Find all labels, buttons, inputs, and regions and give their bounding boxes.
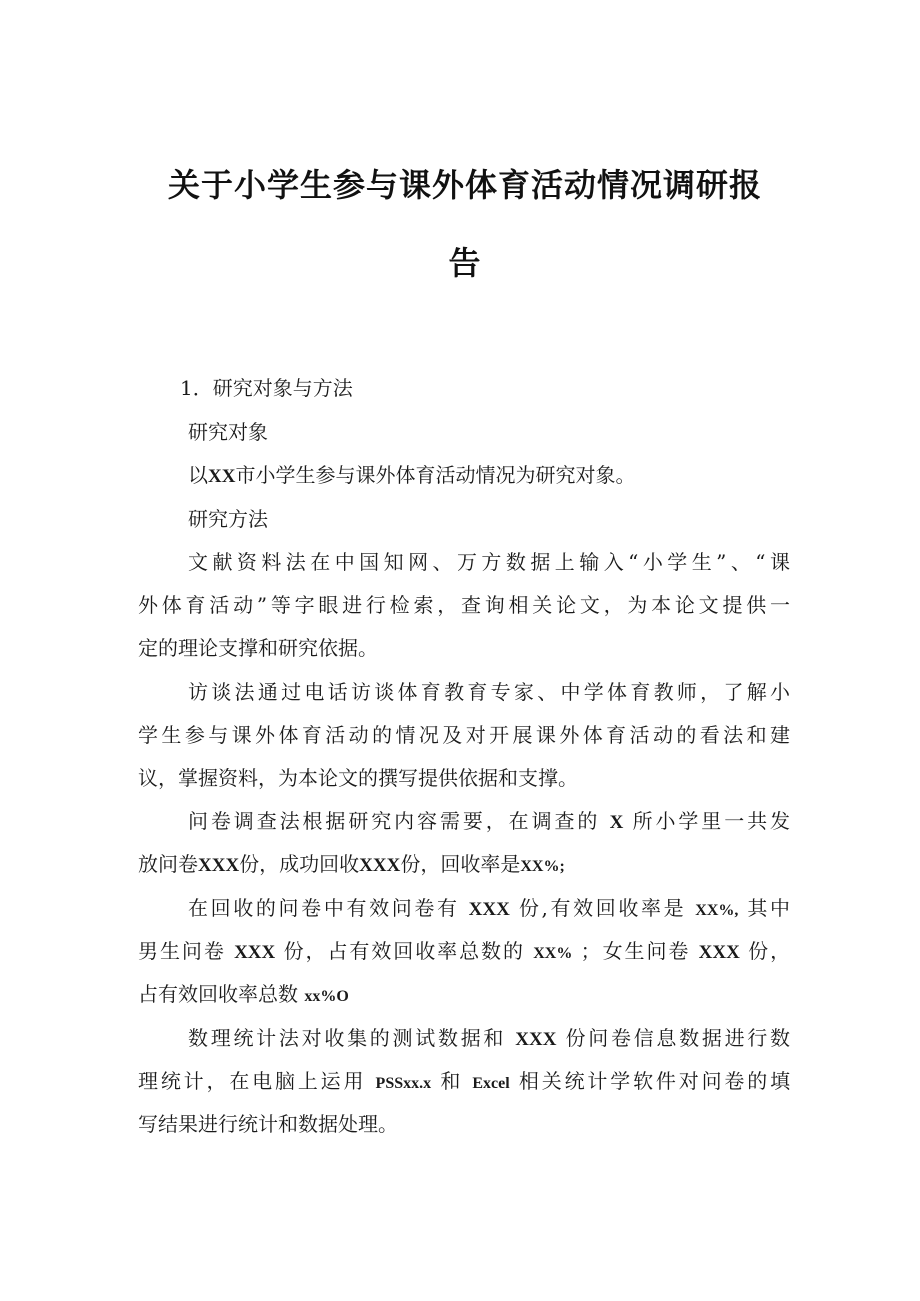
section-heading: 1．研究对象与方法 <box>180 376 353 400</box>
subheading-research-method: 研究方法 <box>188 507 268 531</box>
research-object-text: 以XX市小学生参与课外体育活动情况为研究对象。 <box>188 463 636 487</box>
paragraph-valid-line-3: 占有效回收率总数 xx%O <box>138 982 349 1006</box>
subheading-research-object: 研究对象 <box>188 420 268 444</box>
paragraph-literature-line-3: 定的理论支撑和研究依据。 <box>138 636 378 660</box>
paragraph-valid-line-1: 在回收的问卷中有效问卷有 XXX 份,有效回收率是 XX%, 其中 <box>188 896 791 920</box>
paragraph-interview-line-3: 议，掌握资料，为本论文的撰写提供依据和支撑。 <box>138 766 578 790</box>
paragraph-valid-line-2: 男生问卷 XXX 份，占有效回收率总数的 XX% ；女生问卷 XXX 份， <box>138 939 791 963</box>
report-title-line-1: 关于小学生参与课外体育活动情况调研报 <box>167 166 762 204</box>
paragraph-statistics-line-2: 理统计，在电脑上运用 PSSxx.x 和 Excel 相关统计学软件对问卷的填 <box>138 1069 791 1093</box>
paragraph-interview-line-2: 学生参与课外体育活动的情况及对开展课外体育活动的看法和建 <box>138 723 790 747</box>
paragraph-statistics-line-1: 数理统计法对收集的测试数据和 XXX 份问卷信息数据进行数 <box>188 1026 791 1050</box>
paragraph-questionnaire-line-1: 问卷调查法根据研究内容需要，在调查的 X 所小学里一共发 <box>188 809 791 833</box>
paragraph-literature-line-2: 外体育活动”等字眼进行检索，查询相关论文，为本论文提供一 <box>138 593 790 617</box>
report-title-line-2: 告 <box>448 244 482 282</box>
paragraph-interview-line-1: 访谈法通过电话访谈体育教育专家、中学体育教师，了解小 <box>188 680 790 704</box>
paragraph-questionnaire-line-2: 放问卷XXX份，成功回收XXX份，回收率是XX%; <box>138 852 565 876</box>
paragraph-literature-line-1: 文献资料法在中国知网、万方数据上输入“小学生”、“课 <box>188 550 790 574</box>
paragraph-statistics-line-3: 写结果进行统计和数据处理。 <box>138 1112 398 1136</box>
